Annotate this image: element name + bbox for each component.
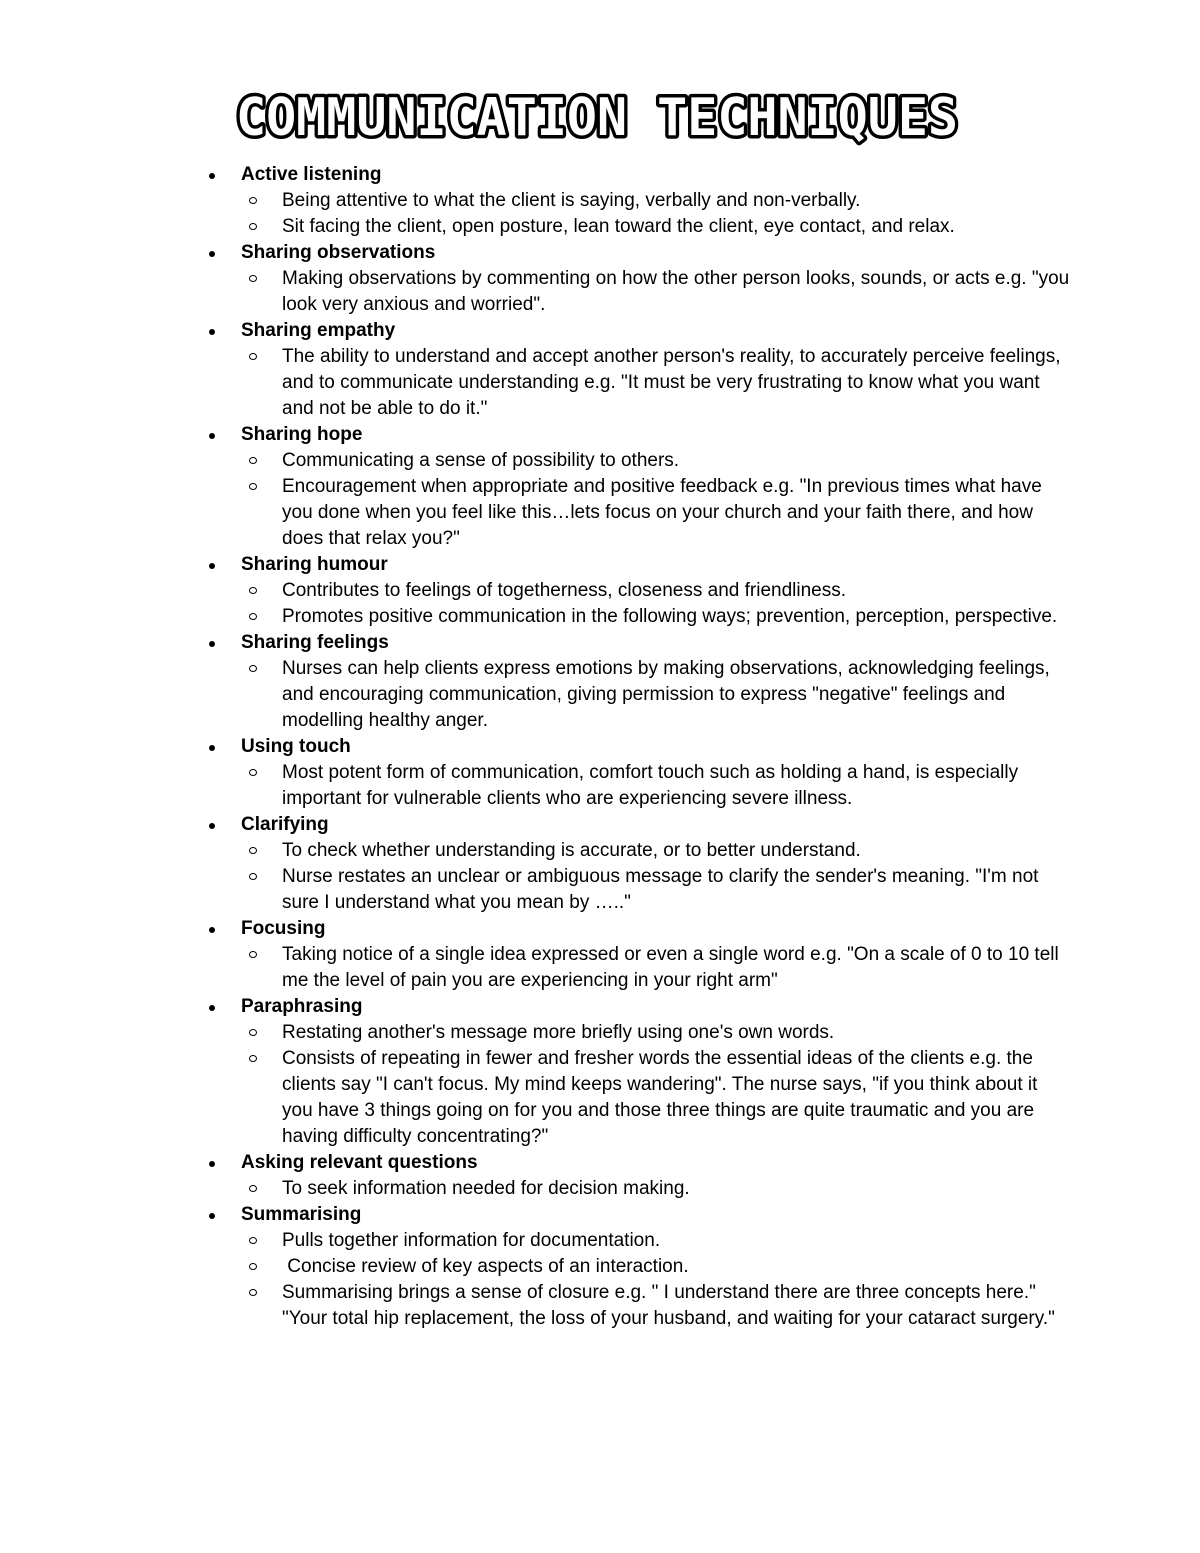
technique-point-text: Nurse restates an unclear or ambiguous message to clarify the sender's meaning. "I'm not sure I understand what you mean by ….." — [282, 866, 1044, 913]
technique-item — [0, 162, 1081, 240]
technique-item — [0, 318, 1081, 422]
technique-points — [241, 838, 1081, 916]
technique-points — [241, 188, 1081, 240]
filled-bullet-icon — [209, 563, 215, 569]
filled-bullet-icon — [209, 251, 215, 257]
technique-point — [282, 448, 1072, 474]
technique-points — [241, 942, 1081, 994]
technique-item — [0, 630, 1081, 734]
technique-item — [0, 1150, 1081, 1202]
technique-point-text: Encouragement when appropriate and positive feedback e.g. "In previous times what have you done when you feel like this…lets focus on your church and your faith there, and how does that relax you?" — [282, 476, 1048, 549]
technique-point-text: Restating another's message more briefly using one's own words. — [282, 1022, 835, 1043]
technique-points — [241, 656, 1081, 734]
technique-point-text: Making observations by commenting on how the other person looks, sounds, or acts e.g. "you look very anxious and worried". — [282, 268, 1075, 315]
hollow-bullet-icon — [249, 275, 257, 282]
filled-bullet-icon — [209, 641, 215, 647]
filled-bullet-icon — [209, 173, 215, 179]
technique-heading: Sharing empathy — [241, 320, 396, 341]
document-body — [0, 162, 1200, 1332]
technique-point-text: Nurses can help clients express emotions by making observations, acknowledging feelings, and encouraging communication, giving permission to express "negative" feelings and modelling healthy anger. — [282, 658, 1056, 731]
technique-point — [282, 578, 1072, 604]
technique-heading: Sharing hope — [241, 424, 363, 445]
technique-point — [282, 864, 1072, 916]
technique-points — [241, 1228, 1081, 1332]
filled-bullet-icon — [209, 927, 215, 933]
technique-point — [282, 214, 1072, 240]
technique-point — [282, 942, 1072, 994]
hollow-bullet-icon — [249, 587, 257, 594]
technique-point — [282, 838, 1072, 864]
hollow-bullet-icon — [249, 1055, 257, 1062]
hollow-bullet-icon — [249, 1237, 257, 1244]
technique-heading: Paraphrasing — [241, 996, 363, 1017]
hollow-bullet-icon — [249, 1029, 257, 1036]
technique-point-text: Promotes positive communication in the following ways; prevention, perception, perspective. — [282, 606, 1058, 627]
technique-point — [282, 1176, 1072, 1202]
hollow-bullet-icon — [249, 1289, 257, 1296]
technique-point — [282, 760, 1072, 812]
filled-bullet-icon — [209, 1161, 215, 1167]
technique-points — [241, 344, 1081, 422]
technique-list — [0, 162, 1200, 1332]
technique-points — [241, 266, 1081, 318]
technique-point — [282, 1280, 1072, 1332]
technique-point-text: The ability to understand and accept another person's reality, to accurately perceive feelings, and to communicate understanding e.g. "It must be very frustrating to know what you want and not be able to do it." — [282, 346, 1066, 419]
hollow-bullet-icon — [249, 1185, 257, 1192]
technique-heading: Asking relevant questions — [241, 1152, 478, 1173]
hollow-bullet-icon — [249, 197, 257, 204]
hollow-bullet-icon — [249, 951, 257, 958]
technique-points — [241, 578, 1081, 630]
filled-bullet-icon — [209, 1005, 215, 1011]
technique-points — [241, 448, 1081, 552]
technique-point-text: Most potent form of communication, comfort touch such as holding a hand, is especially important for vulnerable clients who are experiencing severe illness. — [282, 762, 1024, 809]
hollow-bullet-icon — [249, 457, 257, 464]
technique-heading: Sharing observations — [241, 242, 436, 263]
technique-point — [282, 656, 1072, 734]
technique-point-text: Communicating a sense of possibility to others. — [282, 450, 680, 471]
hollow-bullet-icon — [249, 665, 257, 672]
technique-item — [0, 240, 1081, 318]
technique-heading: Using touch — [241, 736, 351, 757]
technique-item — [0, 552, 1081, 630]
filled-bullet-icon — [209, 1213, 215, 1219]
technique-heading: Summarising — [241, 1204, 362, 1225]
technique-point — [282, 188, 1072, 214]
hollow-bullet-icon — [249, 873, 257, 880]
technique-point-text: To seek information needed for decision making. — [282, 1178, 690, 1199]
technique-heading: Sharing humour — [241, 554, 388, 575]
technique-point-text: Consists of repeating in fewer and fresher words the essential ideas of the clients e.g. the clients say "I can't focus. My mind keeps wandering". The nurse says, "if you think about it you have 3 things going on for you and those three things are quite traumatic and you are having difficulty concentrating?" — [282, 1048, 1043, 1147]
technique-point-text: Sit facing the client, open posture, lean toward the client, eye contact, and relax. — [282, 216, 955, 237]
title-banner — [0, 78, 1200, 148]
technique-point — [282, 1254, 1072, 1280]
hollow-bullet-icon — [249, 1263, 257, 1270]
technique-point-text: Taking notice of a single idea expressed or even a single word e.g. "On a scale of 0 to 10 tell me the level of pain you are experiencing in your right arm" — [282, 944, 1064, 991]
technique-points — [241, 1176, 1081, 1202]
technique-heading: Sharing feelings — [241, 632, 389, 653]
hollow-bullet-icon — [249, 769, 257, 776]
technique-point-text: Concise review of key aspects of an interaction. — [282, 1256, 689, 1277]
hollow-bullet-icon — [249, 847, 257, 854]
technique-point-text: Contributes to feelings of togetherness, closeness and friendliness. — [282, 580, 846, 601]
filled-bullet-icon — [209, 329, 215, 335]
technique-point — [282, 474, 1072, 552]
technique-point — [282, 1228, 1072, 1254]
technique-points — [241, 1020, 1081, 1150]
technique-item — [0, 812, 1081, 916]
hollow-bullet-icon — [249, 483, 257, 490]
filled-bullet-icon — [209, 823, 215, 829]
technique-item — [0, 994, 1081, 1150]
technique-point-text: Pulls together information for documentation. — [282, 1230, 661, 1251]
technique-point-text: Being attentive to what the client is saying, verbally and non-verbally. — [282, 190, 861, 211]
filled-bullet-icon — [209, 433, 215, 439]
technique-point — [282, 1020, 1072, 1046]
technique-item — [0, 422, 1081, 552]
hollow-bullet-icon — [249, 613, 257, 620]
title-graphic — [0, 78, 1200, 148]
technique-point — [282, 1046, 1072, 1150]
technique-heading: Active listening — [241, 164, 382, 185]
page-title: COMMUNICATION TECHNIQUES — [236, 88, 958, 148]
technique-item — [0, 916, 1081, 994]
technique-point — [282, 604, 1072, 630]
technique-item — [0, 734, 1081, 812]
technique-point — [282, 266, 1075, 318]
hollow-bullet-icon — [249, 223, 257, 230]
technique-point — [282, 344, 1072, 422]
technique-item — [0, 1202, 1081, 1332]
technique-point-text: To check whether understanding is accurate, or to better understand. — [282, 840, 861, 861]
hollow-bullet-icon — [249, 353, 257, 360]
filled-bullet-icon — [209, 745, 215, 751]
technique-point-text: Summarising brings a sense of closure e.g. " I understand there are three concepts here." "Your total hip replacement, the loss of your husband, and waiting for your cataract surgery." — [282, 1282, 1055, 1329]
technique-points — [241, 760, 1081, 812]
technique-heading: Clarifying — [241, 814, 329, 835]
technique-heading: Focusing — [241, 918, 326, 939]
